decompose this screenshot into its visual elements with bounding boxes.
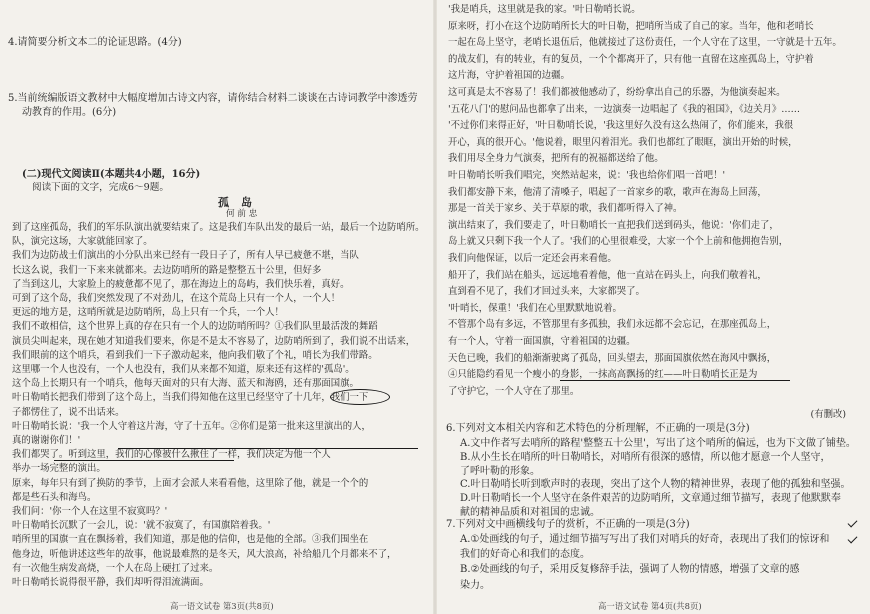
question-7-stem: 7.下列对文中画横线句子的赏析，不正确的一项是(3分) xyxy=(446,519,690,530)
text-line: 子都愣住了，说不出话来。 xyxy=(12,406,125,418)
text-line: 演出结束了，我们要走了，叶日勒哨长一直把我们送到码头，他说：'你们走了， xyxy=(448,219,779,231)
text-line: 真的谢谢你们！' xyxy=(12,435,81,446)
text-line: 这里哪一个人也没有，一个人也没有，我们从来都不知道，原来还有这样的'孤岛'。 xyxy=(12,364,355,375)
text-line: 我们不敢相信，这个世界上真的存在只有一个人的边防哨所吗？①我们队里最活泼的舞蹈 xyxy=(12,321,378,333)
text-line: 岛上就又只剩下我一个人了。'我们的心里很难受，大家一个个上前和他拥抱告别， xyxy=(448,236,789,248)
pen-underline xyxy=(118,448,418,449)
text-line: B.②处画线的句子，采用反复修辞手法，强调了人物的情感，增强了文章的感 xyxy=(460,564,800,576)
text-line: 叶日勒哨长听我们唱完，突然站起来，说：'我也给你们唱一首吧！' xyxy=(448,170,726,181)
text-line: 天色已晚，我们的船渐渐驶离了孤岛，回头望去，那面国旗依然在海风中飘扬， xyxy=(448,352,777,364)
text-line: 染力。 xyxy=(460,579,490,591)
text-line: 我们问：'你一个人在这里不寂寞吗？' xyxy=(12,506,168,517)
question-6-stem: 6.下列对文本相关内容和艺术特色的分析理解，不正确的一项是(3分) xyxy=(446,423,750,434)
text-line: 长这么说，我们一下来来就都来。去边防哨所的路是整整五十公里，但好多 xyxy=(12,264,322,276)
passage-author: 何 前 忠 xyxy=(226,209,258,219)
text-line: 船开了，我们站在船头，远远地看着他，他一直站在码头上，向我们敬着礼， xyxy=(448,269,767,281)
pen-underline xyxy=(560,380,790,381)
text-line: 叶日勒哨长沉默了一会儿，说：'就不寂寞了，有国旗陪着我。' xyxy=(12,520,271,532)
text-line: 了守护它，一个人守在了那里。 xyxy=(448,385,580,397)
text-line: 的战友们，有的转业，有的复员，一个个都离开了，只有他一直留在这座孤岛上，守护着 xyxy=(448,53,814,65)
text-line: 我们的好奇心和我们的态度。 xyxy=(460,549,590,561)
text-line: 可到了这个岛，我们突然发现了不对劲儿，在这个荒岛上只有一个人，一个人！ xyxy=(12,293,341,304)
page-gutter xyxy=(433,0,437,614)
reading-instruction: 阅读下面的文字，完成6～9题。 xyxy=(32,182,169,193)
text-line: 开心，真的很开心。'他说着，眼里闪着泪光。我们也都红了眼眶，演出开始的时候， xyxy=(448,136,798,148)
text-line: 演员尖叫起来，现在她才知道我们要来，你是不是太不容易了，边防哨所到了，我们说不出话来， xyxy=(12,335,416,347)
section-header: (二)现代文阅读Ⅱ(本题共4小题，16分) xyxy=(22,169,201,180)
pen-underline xyxy=(54,460,234,461)
text-line: 举办一场完整的演出。 xyxy=(12,463,106,475)
text-line: 我们都哭了。听到这里，我们的心像被什么揪住了一样，我们决定为他一个人 xyxy=(12,449,331,461)
text-line: 我们眼前的这个哨兵，看到我们一下子激动起来，他向我们敬了个礼，哨长为我们带路。 xyxy=(12,349,378,361)
text-line: 献的精神品质和对祖国的忠诚。 xyxy=(460,507,600,518)
text-line: '叶哨长，保重！'我们在心里默默地说着。 xyxy=(448,302,622,314)
text-line: 一起在岛上坚守，老哨长退伍后，他就接过了这份责任，一个人守在了这里，一守就是十五年。 xyxy=(448,37,842,49)
text-line: A.文中作者写去哨所的路程'整整五十公里'，写出了这个哨所的偏远，也为下文做了铺垫。 xyxy=(460,438,856,449)
left-page xyxy=(0,0,432,614)
passage-title: 孤岛 xyxy=(218,196,264,209)
text-line: 叶日勒哨长把我们带到了这个岛上，当我们得知他在这里已经坚守了十几年，我们一下 xyxy=(12,392,369,404)
text-line: 他身边，听他讲述这些年的故事，他说最难熬的是冬天，风大浪高，补给船几个月都来不了， xyxy=(12,548,397,560)
text-line: 这片海，守护着祖国的边疆。 xyxy=(448,70,570,82)
text-line: 我们为边防战士们演出的小分队出来已经有一段日子了，所有人早已疲惫不堪，当队 xyxy=(12,250,359,262)
text-line: 有一个人，守着一面国旗，守着祖国的边疆。 xyxy=(448,336,636,347)
text-line: 原来呀，打小在这个边防哨所长大的叶日勒，把哨所当成了自己的家。当年，他和老哨长 xyxy=(448,20,814,32)
text-line: 我们向他保证，以后一定还会再来看他。 xyxy=(448,253,617,264)
text-line: 叶日勒哨长说：'我一个人守着这片海，守了十五年。②你们是第一批来这里演出的人， xyxy=(12,420,371,432)
question-5-line-1: 5.当前统编版语文教材中大幅度增加古诗文内容，请你结合材料二谈谈在古诗词教学中渗透劳 xyxy=(8,93,418,104)
source-note: (有删改) xyxy=(810,409,846,420)
text-line: 都是些石头和海鸟。 xyxy=(12,491,97,503)
page-footer-left: 高一语文试卷 第3页(共8页) xyxy=(170,601,274,611)
text-line: 有一次他生病发高烧，一个人在岛上硬扛了过来。 xyxy=(12,562,219,574)
text-line: 更远的地方是，这哨所就是边防哨所，岛上只有一个兵，一个人！ xyxy=(12,307,284,319)
text-line: 不管那个岛有多远，不管那里有多孤独，我们永远都不会忘记，在那座孤岛上， xyxy=(448,319,777,331)
text-line: 哨所里的国旗一直在飘扬着，我们知道，那是他的信仰，也是他的全部。③我们围坐在 xyxy=(12,534,369,546)
text-line: 我们都安静下来，他清了清嗓子，唱起了一首家乡的歌，歌声在海岛上回荡， xyxy=(448,186,767,198)
text-line: 叶日勒哨长说得很平静，我们却听得泪流满面。 xyxy=(12,577,209,588)
text-line: 了呼叶勒的形象。 xyxy=(460,465,540,477)
text-line: 那是一首关于家乡、关于草原的歌，我们都听得入了神。 xyxy=(448,203,683,215)
page-footer-right: 高一语文试卷 第4页(共8页) xyxy=(598,601,702,611)
pen-circle xyxy=(330,389,390,405)
text-line: 直到看不见了，我们才回过头来，大家都哭了。 xyxy=(448,286,645,298)
text-line: '五花八门'的慰问品也都拿了出来，一边演奏一边唱起了《我的祖国》，《边关月》…… xyxy=(448,103,801,115)
text-line: '我是哨兵，这里就是我的家。'叶日勒哨长说。 xyxy=(448,4,641,15)
text-line: A.①处画线的句子，通过细节描写写出了我们对哨兵的好奇，表现出了我们的惊讶和 xyxy=(460,534,830,545)
text-line: D.叶日勒哨长一个人坚守在条件艰苦的边防哨所，文章通过细节描写，表现了他默默奉 xyxy=(460,493,841,505)
text-line: ④只能隐约看见一个瘦小的身影，一抹高高飘扬的红——叶日勒哨长正是为 xyxy=(448,369,758,381)
text-line: B.从小生长在哨所的叶日勒哨长，对哨所有很深的感情，所以他才愿意一个人坚守， xyxy=(460,451,831,463)
text-line: 这个岛上长期只有一个哨兵，他每天面对的只有大海、蓝天和海鸥，还有那面国旗。 xyxy=(12,378,359,390)
text-line: 原来，每年只有到了换防的季节，上面才会派人来看看他，这里除了他，就是一个个的 xyxy=(12,477,369,489)
question-5-line-2: 动教育的作用。(6分) xyxy=(22,107,117,118)
text-line: 这可真是太不容易了！我们都被他感动了，纷纷拿出自己的乐器，为他演奏起来。 xyxy=(448,87,786,98)
text-line: '不过你们来得正好，'叶日勒哨长说，'我这里好久没有这么热闹了，你们能来，我很 xyxy=(448,120,794,132)
right-page xyxy=(438,0,870,614)
text-line: 我们用尽全身力气演奏，把所有的祝福都送给了他。 xyxy=(448,153,664,165)
text-line: 到了这座孤岛，我们的军乐队演出就要结束了。这是我们车队出发的最后一站，最后一个边防哨所。 xyxy=(12,222,425,233)
text-line: C.叶日勒哨长听到歌声时的表现，突出了这个人物的精神世界，表现了他的孤独和坚强。 xyxy=(460,479,851,491)
question-4: 4.请简要分析文本二的论证思路。(4分) xyxy=(8,37,182,48)
text-line: 了当到这儿，大家脸上的疲惫都不见了，那在海边上的岛屿，我们快乐着，真好。 xyxy=(12,278,350,290)
text-line: 队，演完这场，大家就能回家了。 xyxy=(12,236,153,248)
